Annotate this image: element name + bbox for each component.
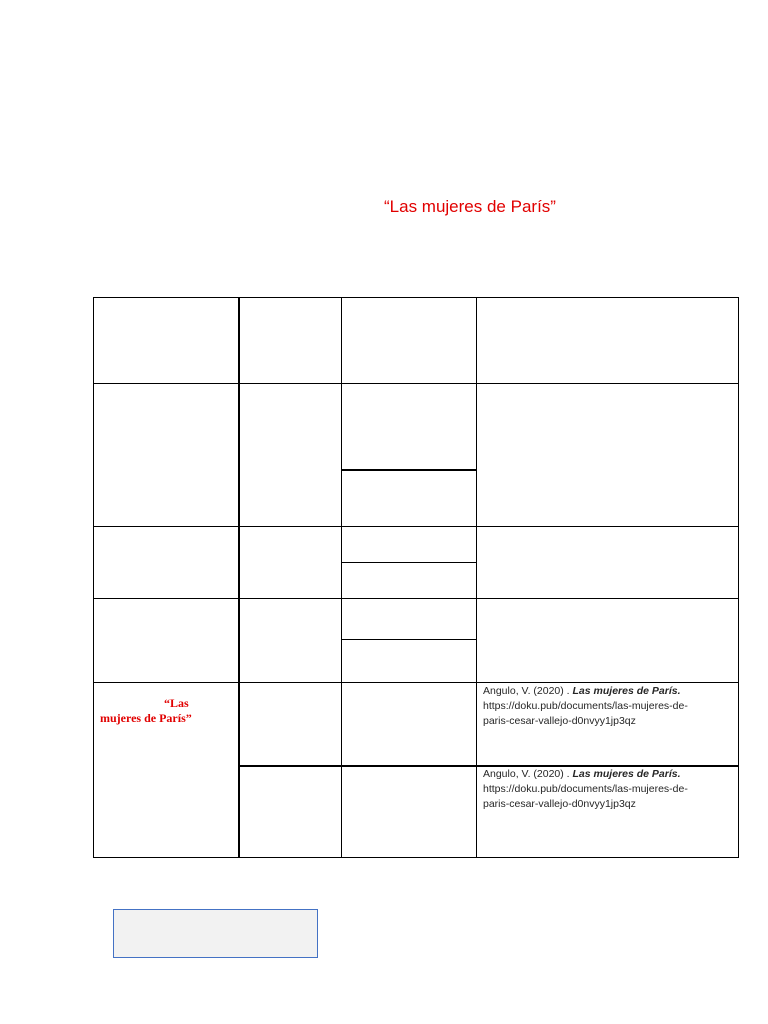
reference-url-line1: https://doku.pub/documents/las-mujeres-de- bbox=[483, 700, 688, 712]
row-divider bbox=[93, 682, 739, 683]
row-divider bbox=[93, 383, 739, 384]
column-divider bbox=[476, 297, 477, 858]
table-border-left bbox=[93, 297, 94, 858]
subrow-divider bbox=[341, 469, 477, 471]
column-divider bbox=[341, 297, 342, 858]
reference-author: Angulo, V. (2020) . bbox=[483, 685, 570, 697]
subrow-divider bbox=[341, 562, 477, 563]
subrow-divider bbox=[341, 639, 477, 640]
table-border-right bbox=[738, 297, 739, 858]
reference-cell bbox=[483, 767, 733, 812]
document-title: “Las mujeres de París” bbox=[384, 197, 556, 216]
empty-text-box bbox=[113, 909, 318, 958]
table-border-top bbox=[93, 297, 739, 298]
row-title-line2: mujeres de París” bbox=[100, 711, 192, 725]
row-title-line1: “Las bbox=[164, 696, 189, 710]
table-border-bottom bbox=[93, 857, 739, 858]
reference-work-title: Las mujeres de París. bbox=[572, 685, 681, 697]
reference-cell bbox=[483, 684, 733, 729]
reference-url-line1: https://doku.pub/documents/las-mujeres-de- bbox=[483, 783, 688, 795]
reference-author: Angulo, V. (2020) . bbox=[483, 768, 570, 780]
reference-work-title: Las mujeres de París. bbox=[572, 768, 681, 780]
reference-url-line2: paris-cesar-vallejo-d0nvyy1jp3qz bbox=[483, 798, 636, 810]
row-divider bbox=[93, 526, 739, 527]
row-title-cell bbox=[100, 696, 232, 726]
row-divider bbox=[93, 598, 739, 599]
column-divider bbox=[238, 297, 240, 858]
reference-url-line2: paris-cesar-vallejo-d0nvyy1jp3qz bbox=[483, 715, 636, 727]
